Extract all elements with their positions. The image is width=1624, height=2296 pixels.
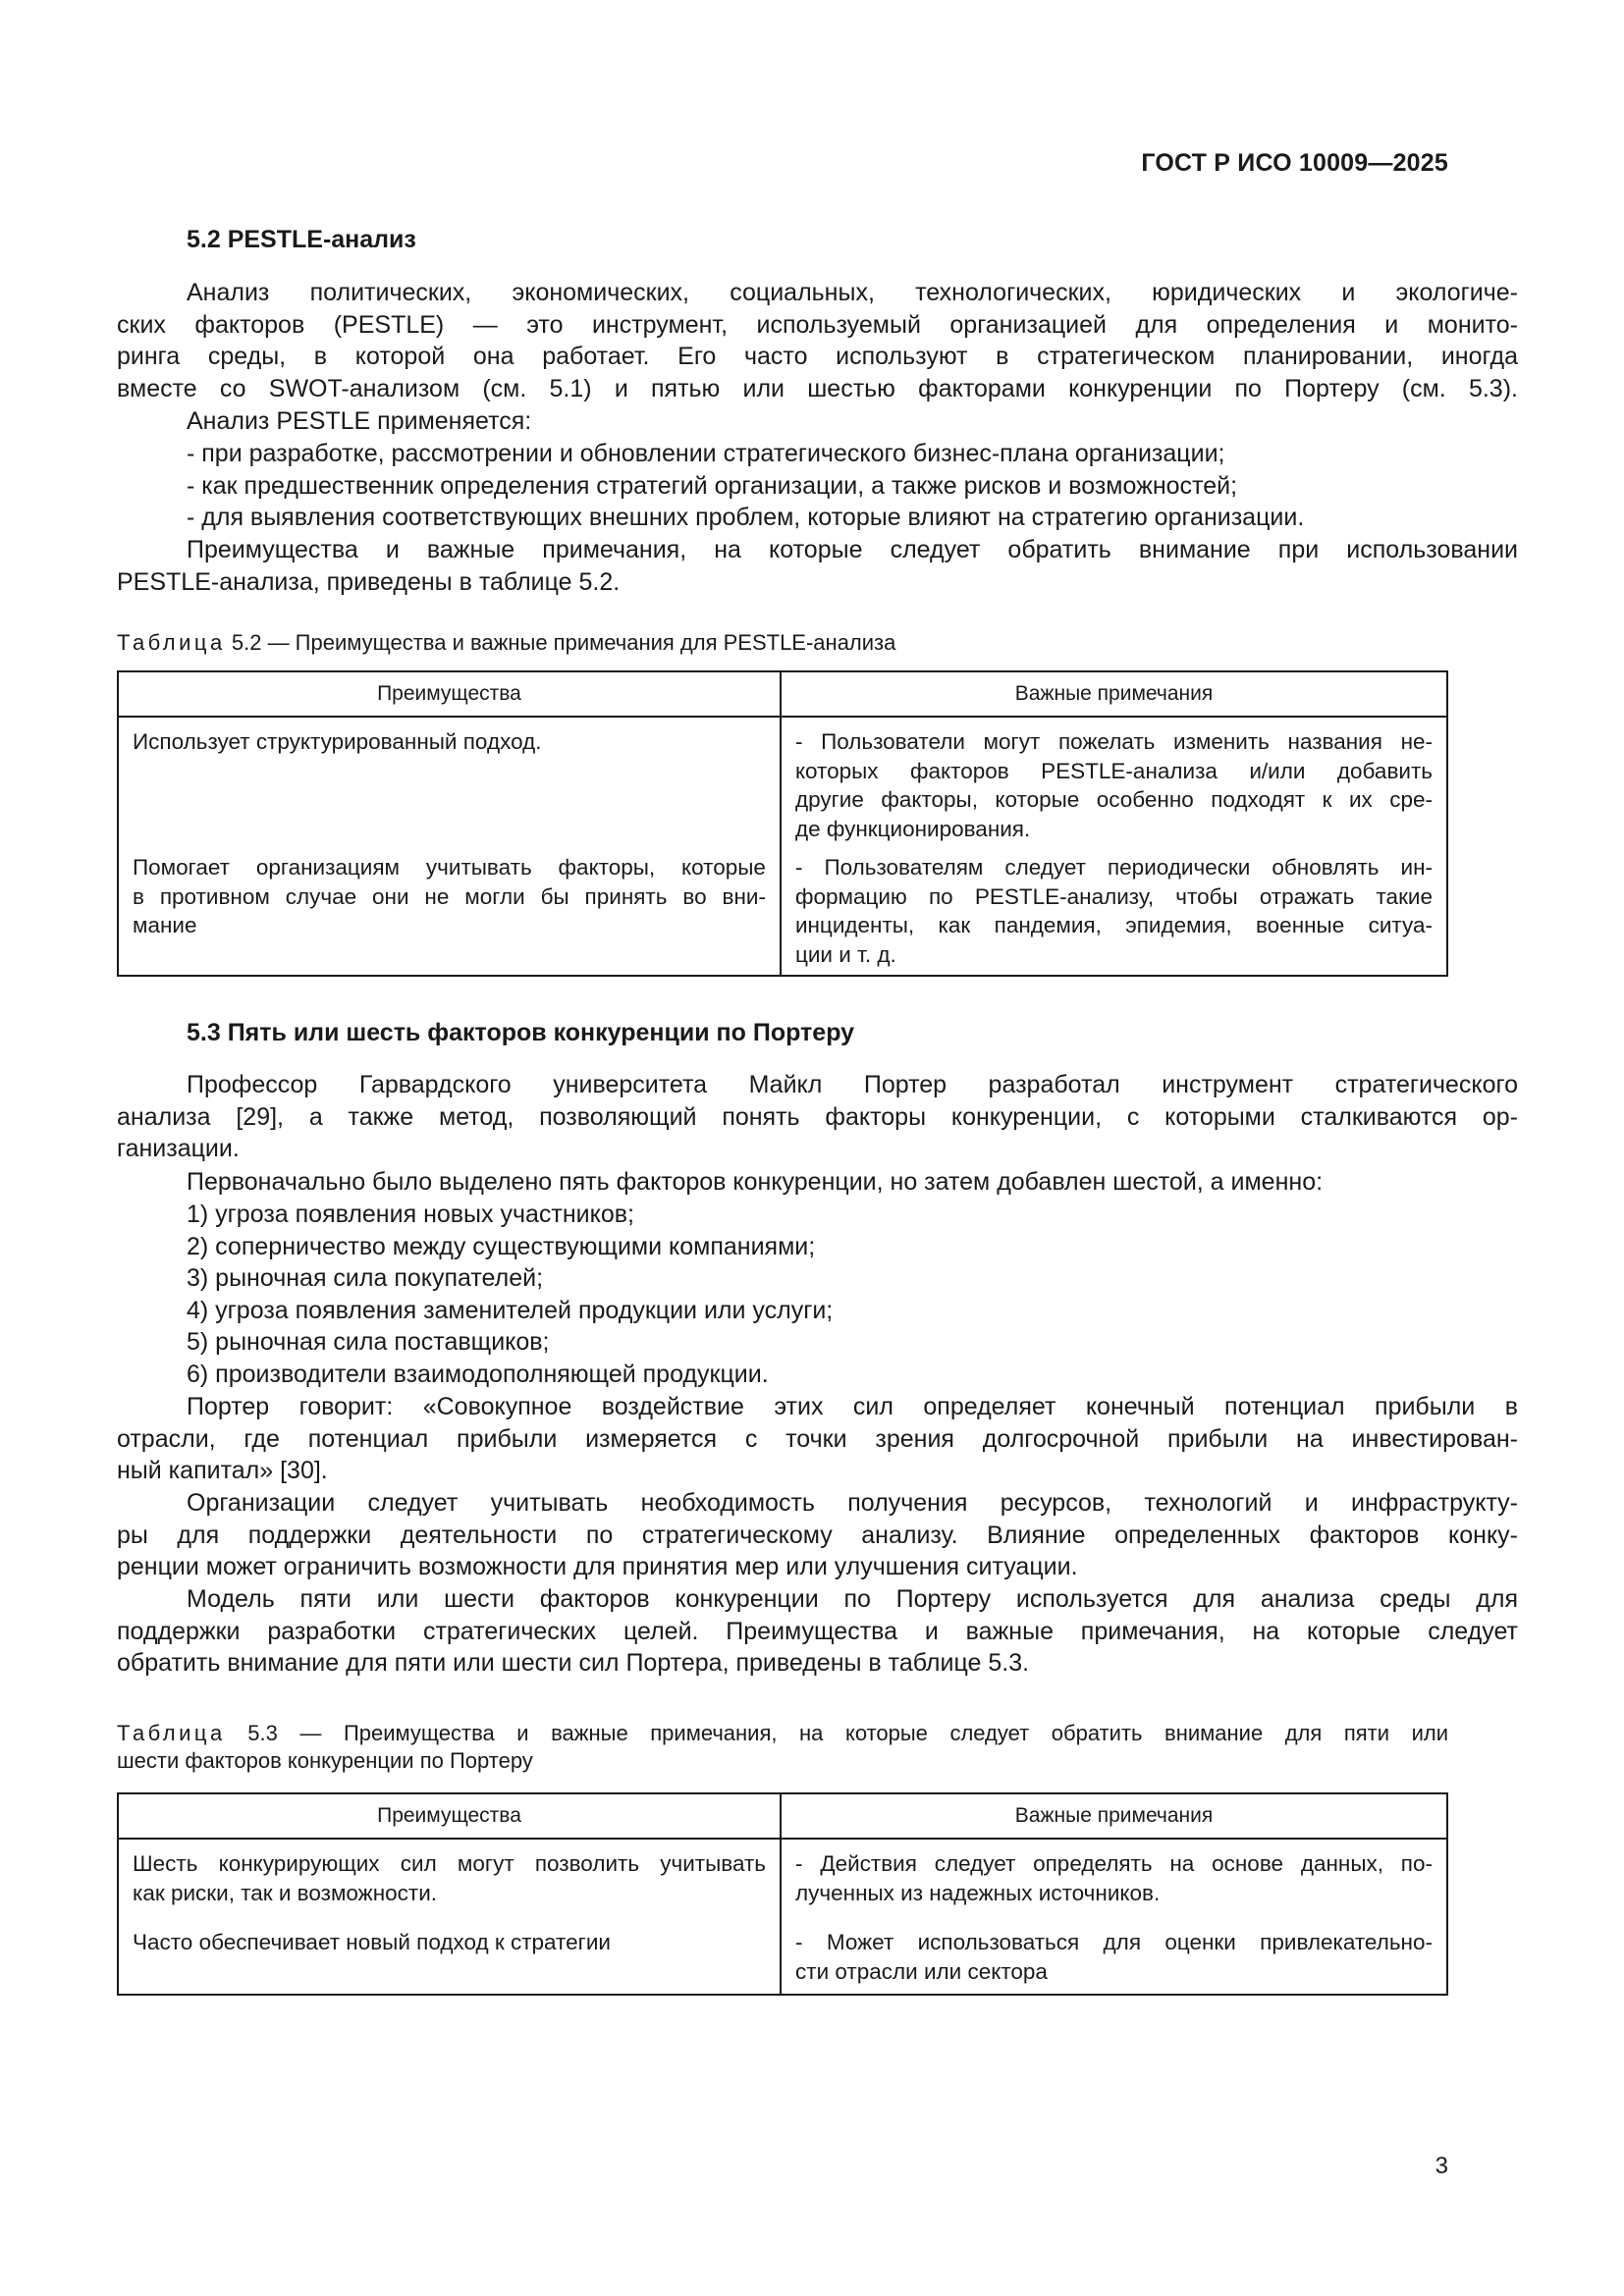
- column-header-advantages: Преимущества: [118, 671, 781, 717]
- list-item: - для выявления соответствующих внешних проблем, которые влияют на стратегию организации.: [187, 504, 1305, 532]
- paragraph-pestle-definition: [117, 277, 1518, 404]
- paragraph-pestle-table-ref: [117, 534, 1518, 598]
- caption-line: [117, 1720, 1448, 1747]
- paragraph-porter-quote: [117, 1391, 1518, 1487]
- list-item: 1) угроза появления новых участников;: [187, 1201, 634, 1228]
- list-item: 2) соперничество между существующими компаниями;: [187, 1232, 816, 1260]
- table-row: [118, 1928, 1447, 1995]
- table-cell: [118, 1839, 781, 1928]
- cell-line: Использует структурированный подход.: [133, 729, 542, 754]
- paragraph-porter-intro: [117, 1069, 1518, 1165]
- table-header-row: [118, 1793, 1447, 1839]
- caption-label: Таблица: [117, 630, 226, 655]
- table-5-2: [117, 670, 1448, 977]
- table-header-row: [118, 671, 1447, 717]
- text-line: Организации следует учитывать необходимость получения ресурсов, технологий и инфраструкту-: [187, 1489, 1518, 1517]
- cell-line: - Действия следует определять на основе данных, по-: [795, 1851, 1433, 1876]
- page-number: 3: [1435, 2153, 1448, 2179]
- text-line: Портер говорит: «Совокупное воздействие этих сил определяет конечный потенциал прибыли в: [187, 1393, 1518, 1420]
- text-line: ренции может ограничить возможности для принятия мер или улучшения ситуации.: [117, 1553, 1078, 1581]
- text-line: Профессор Гарвардского университета Майкл Портер разработал инструмент стратегического: [187, 1071, 1518, 1098]
- cell-line: другие факторы, которые особенно подходят к их сре-: [794, 787, 1433, 812]
- text-line: PESTLE-анализа, приведены в таблице 5.2.: [117, 567, 621, 596]
- paragraph-porter-factors: Первоначально было выделено пять факторов конкуренции, но затем добавлен шестой, а именно:: [187, 1168, 1324, 1196]
- caption-label: Таблица: [117, 1721, 226, 1745]
- table-cell: [781, 717, 1447, 853]
- table-cell: [118, 853, 781, 976]
- cell-line: - Пользователи могут пожелать изменить названия не-: [794, 729, 1433, 754]
- cell-line: которых факторов PESTLE-анализа и/или добавить: [794, 758, 1433, 783]
- caption-text: 5.2 — Преимущества и важные примечания для PESTLE-анализа: [225, 630, 896, 655]
- text-line: ских факторов (PESTLE) — это инструмент, используемый организацией для определения и монито-: [117, 310, 1518, 339]
- document-id-header: ГОСТ Р ИСО 10009—2025: [1141, 149, 1448, 177]
- cell-line: - Может использоваться для оценки привлекательно-: [795, 1930, 1433, 1954]
- list-item: - как предшественник определения стратегий организации, а также рисков и возможностей;: [187, 471, 1238, 500]
- list-item: 4) угроза появления заменителей продукции или услуги;: [187, 1296, 834, 1324]
- text-line: поддержки разработки стратегических целей. Преимущества и важные примечания, на которые следует: [117, 1617, 1518, 1645]
- list-item: 6) производители взаимодополняющей продукции.: [187, 1360, 769, 1388]
- numbered-list-porter: [117, 1199, 1518, 1391]
- bullet-list-pestle: [117, 438, 1518, 534]
- cell-line: де функционирования.: [794, 816, 1031, 841]
- caption-text: 5.3 — Преимущества и важные примечания, на которые следует обратить внимание для пяти или: [225, 1721, 1448, 1745]
- paragraph-porter-resources: [117, 1487, 1518, 1583]
- cell-line: Шесть конкурирующих сил могут позволить учитывать: [133, 1851, 767, 1876]
- text-line: анализа [29], а также метод, позволяющий понять факторы конкуренции, с которыми сталкиваются ор-: [117, 1102, 1518, 1131]
- cell-line: лученных из надежных источников.: [795, 1880, 1161, 1905]
- table-row: [118, 1839, 1447, 1928]
- text-line: отрасли, где потенциал прибыли измеряется с точки зрения долгосрочной прибыли на инвестирован-: [117, 1424, 1518, 1453]
- text-line: вместе со SWOT-анализом (см. 5.1) и пятью или шестью факторами конкуренции по Портеру (см. 5.3).: [117, 374, 1518, 402]
- list-item: - при разработке, рассмотрении и обновлении стратегического бизнес-плана организации;: [187, 440, 1225, 467]
- table-5-3-caption: [117, 1720, 1448, 1775]
- text-line: Модель пяти или шести факторов конкуренции по Портеру используется для анализа среды для: [187, 1585, 1518, 1613]
- text-line: ры для поддержки деятельности по стратегическому анализу. Влияние определенных факторов конку-: [117, 1521, 1518, 1549]
- paragraph-porter-model: [117, 1583, 1518, 1680]
- text-line: ганизации.: [117, 1135, 240, 1163]
- table-row: [118, 717, 1447, 853]
- column-header-advantages: Преимущества: [118, 1793, 781, 1839]
- caption-line: шести факторов конкуренции по Портеру: [117, 1748, 533, 1773]
- table-row: [118, 853, 1447, 976]
- section-heading-5-2: 5.2 PESTLE-анализ: [187, 226, 416, 253]
- cell-line: в противном случае они не могли бы принять во вни-: [133, 883, 766, 909]
- table-5-3: [117, 1792, 1448, 1996]
- text-line: Преимущества и важные примечания, на которые следует обратить внимание при использовании: [187, 536, 1518, 563]
- column-header-notes: Важные примечания: [781, 671, 1447, 717]
- cell-line: - Пользователям следует периодически обновлять ин-: [794, 855, 1433, 880]
- paragraph-pestle-applies: Анализ PESTLE применяется:: [187, 407, 532, 435]
- text-line: обратить внимание для пяти или шести сил Портера, приведены в таблице 5.3.: [117, 1649, 1030, 1678]
- cell-line: формацию по PESTLE-анализу, чтобы отражать такие: [794, 883, 1433, 909]
- text-line: ринга среды, в которой она работает. Его часто используют в стратегическом планировании, иногда: [117, 343, 1518, 371]
- cell-line: сти отрасли или сектора: [795, 1958, 1048, 1984]
- table-5-2-caption: [117, 629, 1448, 657]
- cell-line: мание: [133, 913, 197, 937]
- text-line: ный капитал» [30].: [117, 1457, 328, 1485]
- cell-line: как риски, так и возможности.: [133, 1880, 438, 1905]
- cell-line: Помогает организациям учитывать факторы, которые: [133, 855, 766, 880]
- cell-line: инциденты, как пандемия, эпидемия, военные ситуа-: [794, 913, 1433, 937]
- section-heading-5-3: 5.3 Пять или шесть факторов конкуренции по Портеру: [187, 1019, 855, 1046]
- cell-line: Часто обеспечивает новый подход к стратегии: [133, 1930, 611, 1954]
- column-header-notes: Важные примечания: [781, 1793, 1447, 1839]
- list-item: 3) рыночная сила покупателей;: [187, 1264, 544, 1293]
- table-cell: [781, 1928, 1447, 1995]
- cell-line: ции и т. д.: [794, 941, 896, 967]
- table-cell: [781, 1839, 1447, 1928]
- table-cell: [781, 853, 1447, 976]
- text-line: Анализ политических, экономических, социальных, технологических, юридических и экологиче-: [187, 279, 1518, 306]
- table-cell: [118, 717, 781, 853]
- list-item: 5) рыночная сила поставщиков;: [187, 1328, 550, 1357]
- table-cell: [118, 1928, 781, 1995]
